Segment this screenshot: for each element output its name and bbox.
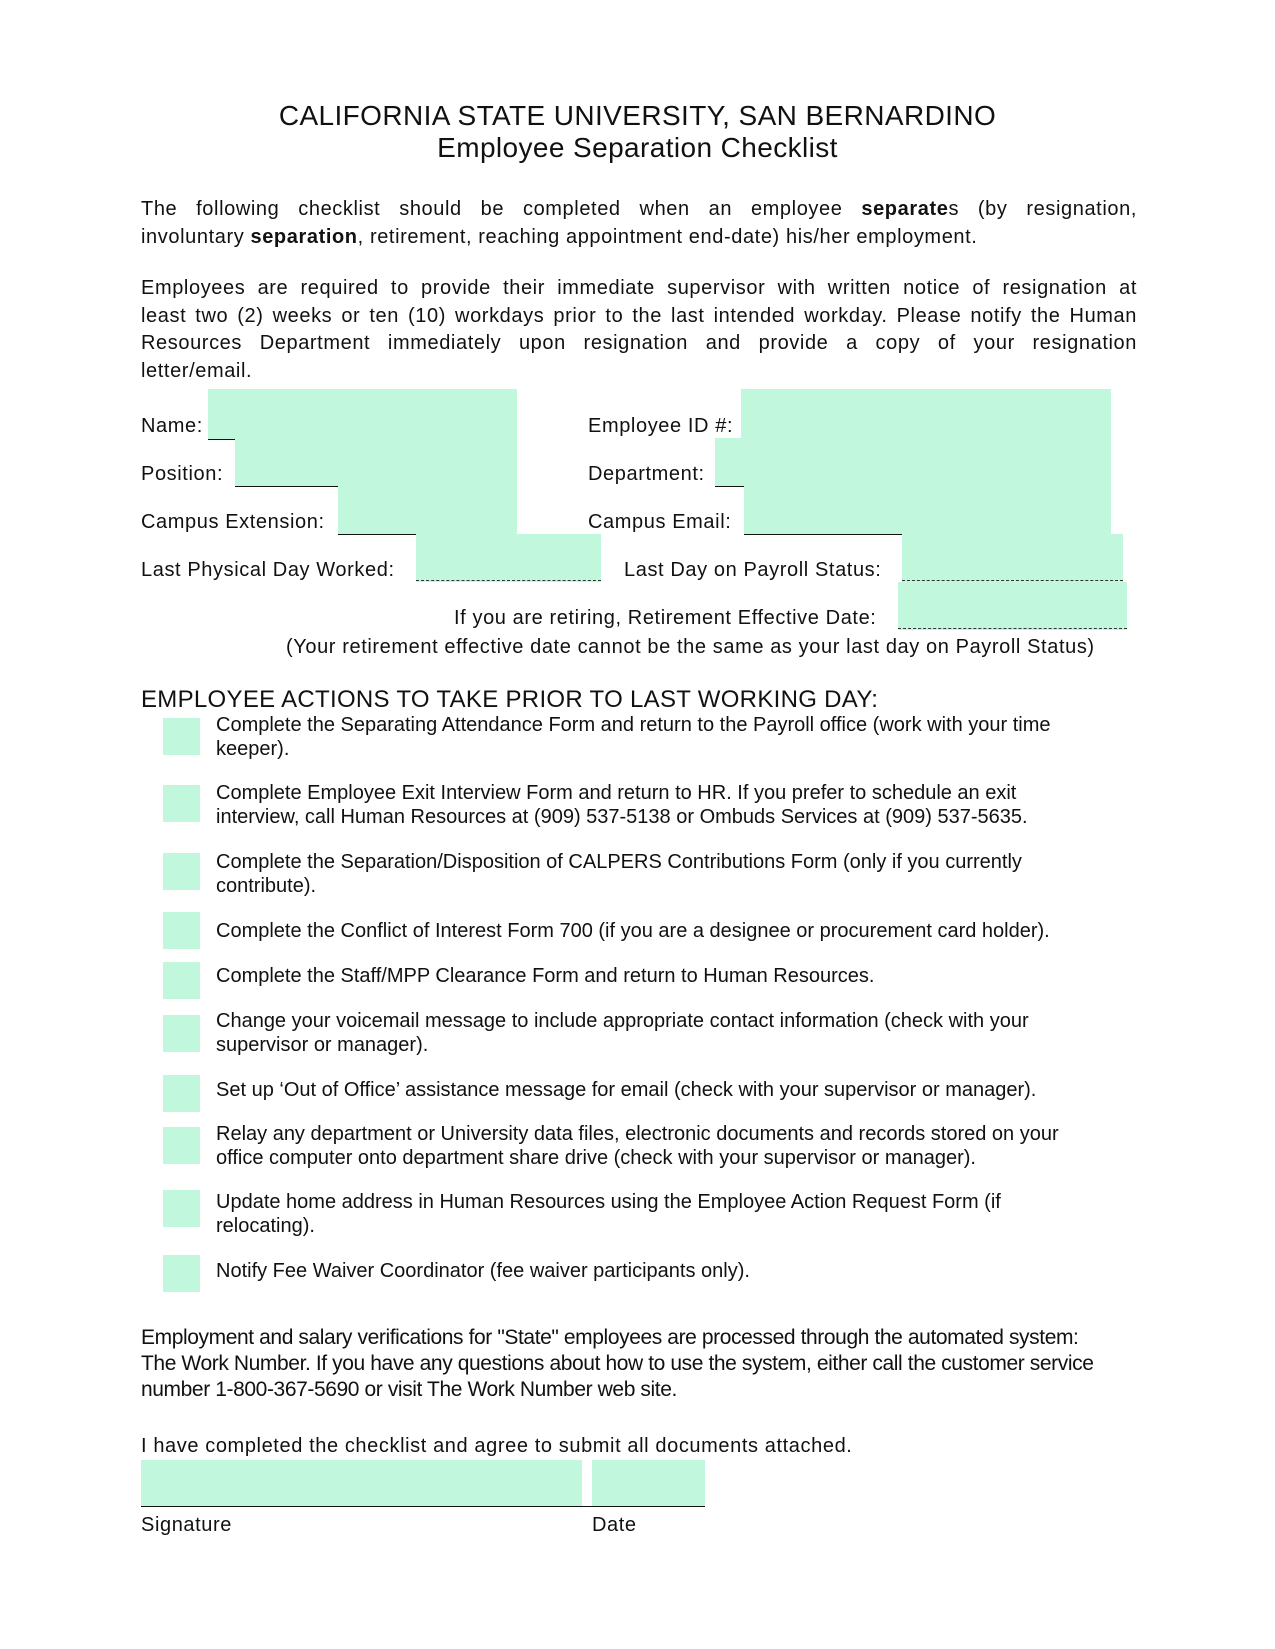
employee-id-field[interactable] <box>741 389 1111 440</box>
name-field[interactable] <box>208 389 517 440</box>
form-title: Employee Separation Checklist <box>437 132 838 163</box>
checkbox-4[interactable] <box>163 912 200 949</box>
campus-email-field[interactable] <box>744 486 1111 535</box>
actions-heading: EMPLOYEE ACTIONS TO TAKE PRIOR TO LAST WORKING DAY: <box>141 686 879 713</box>
bold-separate: separate <box>861 198 949 220</box>
bold-separation: separation <box>250 225 358 248</box>
date-label: Date <box>592 1514 637 1536</box>
checkbox-9[interactable] <box>163 1190 200 1227</box>
retirement-note: (Your retirement effective date cannot be the same as your last day on Payroll Status) <box>286 636 1095 658</box>
checkbox-3[interactable] <box>163 853 200 890</box>
department-field[interactable] <box>715 438 1111 487</box>
campus-extension-label: Campus Extension: <box>141 511 325 533</box>
intro-paragraph-2: Employees are required to provide their immediate supervisor with written notice of resignation at least two (2) weeks or ten (10) workdays prior to the last intended workday. Please notify the Human Resources Department immediately upon resignation and provide a copy of your resignation letter/email. <box>141 277 1137 382</box>
verification-paragraph: Employment and salary verifications for "State" employees are processed through the automated system: The Work Number. If you have any questions about how to use the system, either call the customer service number 1-800-367-5690 or visit The Work Number web site. <box>141 1326 1094 1401</box>
position-field[interactable] <box>235 438 517 487</box>
name-label: Name: <box>141 415 203 437</box>
campus-extension-field[interactable] <box>338 486 517 535</box>
checkbox-1[interactable] <box>163 718 200 755</box>
action-item-1: Complete the Separating Attendance Form and return to the Payroll office (work with your time keeper). <box>216 714 1051 760</box>
retirement-date-underline <box>898 628 1127 629</box>
last-payroll-day-underline <box>902 580 1123 581</box>
last-physical-day-label: Last Physical Day Worked: <box>141 559 395 581</box>
employee-id-label: Employee ID #: <box>588 415 734 437</box>
campus-email-label: Campus Email: <box>588 511 732 533</box>
last-payroll-day-field[interactable] <box>902 534 1123 582</box>
action-item-8: Relay any department or University data files, electronic documents and records stored on your office computer onto department share drive (check with your supervisor or manager). <box>216 1123 1059 1169</box>
action-item-4: Complete the Conflict of Interest Form 700 (if you are a designee or procurement card holder). <box>216 920 1050 942</box>
checkbox-5[interactable] <box>163 962 200 999</box>
checkbox-8[interactable] <box>163 1127 200 1164</box>
last-physical-day-field[interactable] <box>416 534 601 582</box>
institution-title: CALIFORNIA STATE UNIVERSITY, SAN BERNARDINO <box>278 100 997 131</box>
last-payroll-day-label: Last Day on Payroll Status: <box>624 559 882 581</box>
checkbox-6[interactable] <box>163 1015 200 1052</box>
retirement-date-field[interactable] <box>898 582 1127 630</box>
signature-label: Signature <box>141 1514 233 1536</box>
last-physical-day-underline <box>416 580 601 581</box>
checkbox-7[interactable] <box>163 1075 200 1112</box>
action-item-3: Complete the Separation/Disposition of CALPERS Contributions Form (only if you currently contribute). <box>216 851 1022 897</box>
action-item-6: Change your voicemail message to include appropriate contact information (check with your supervisor or manager). <box>216 1010 1029 1056</box>
action-item-2: Complete Employee Exit Interview Form and return to HR. If you prefer to schedule an exit interview, call Human Resources at (909) 537-5138 or Ombuds Services at (909) 537-5635. <box>216 782 1028 828</box>
action-item-10: Notify Fee Waiver Coordinator (fee waiver participants only). <box>216 1260 750 1282</box>
signature-field[interactable] <box>141 1460 582 1507</box>
checkbox-2[interactable] <box>163 785 200 822</box>
date-field[interactable] <box>592 1460 705 1507</box>
department-label: Department: <box>588 463 705 485</box>
checkbox-10[interactable] <box>163 1255 200 1292</box>
retirement-date-label: If you are retiring, Retirement Effective Date: <box>454 607 877 629</box>
agreement-statement: I have completed the checklist and agree to submit all documents attached. <box>141 1435 853 1457</box>
intro-paragraph-1: The following checklist should be completed when an employee separates (by resignation, involuntary separation, retirement, reaching appointment end-date) his/her employment. <box>141 198 1137 248</box>
action-item-5: Complete the Staff/MPP Clearance Form and return to Human Resources. <box>216 965 875 987</box>
position-label: Position: <box>141 463 224 485</box>
action-item-9: Update home address in Human Resources using the Employee Action Request Form (if relocating). <box>216 1191 1001 1237</box>
action-item-7: Set up ‘Out of Office’ assistance message for email (check with your supervisor or manager). <box>216 1079 1037 1101</box>
signature-line <box>141 1506 705 1507</box>
